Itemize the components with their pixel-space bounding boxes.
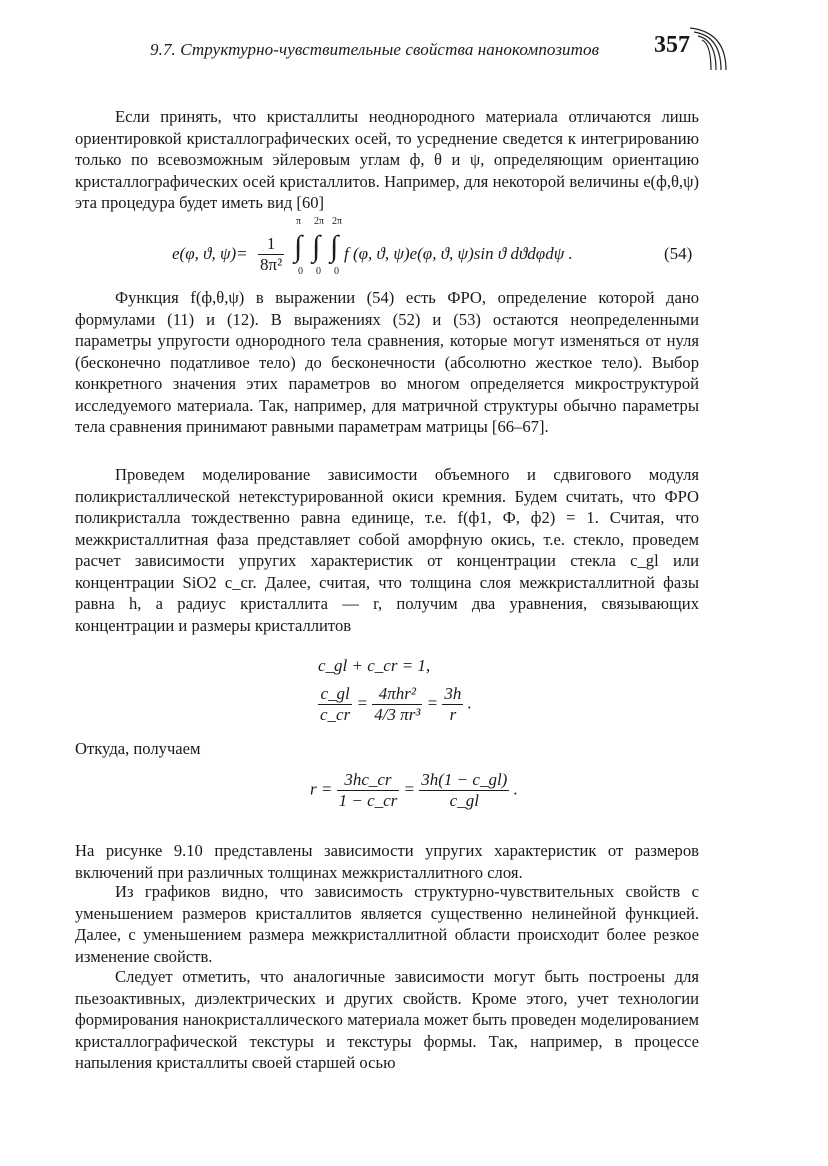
- integral-3: 2π ∫ 0: [330, 216, 343, 277]
- paragraph-conclusion: [75, 966, 699, 1074]
- paragraph-text: Функция f(ф,θ,ψ) в выражении (54) есть ФРО, определение которой дано формулами (11) и (12). В выражениях (52) и (53) остаются неопределенными параметры упругости однородного тела сравнения, которые могут изменяться от нуля (бесконечно податливое тело) до бесконечности (абсолютно жесткое тело). Выбор конкретного значения этих параметров во многом определяется микроструктурой исследуемого материала. Так, например, для матричной структуры обычно параметры тела сравнения принимают равными параметрам матрицы [66–67].: [75, 288, 699, 436]
- ratio-lhs: $\frac{c\_gl}{c\_cr}$: [320, 684, 351, 724]
- paragraph-function: [75, 287, 699, 438]
- integral-2: 2π ∫ 0: [312, 216, 325, 277]
- page-corner-ornament: [686, 26, 730, 72]
- paragraph-text: Проведем моделирование зависимости объемного и сдвигового модуля поликристаллической нетекстурированной окиси кремния. Будем считать, что ФРО поликристалла тождественно равна единице, т.е. f(ф1, Ф, ф2) = 1. Считая, что межкристаллитная фаза представляет собой аморфную окись, т.е. стекло, проведем расчет зависимости упругих характеристик от концентрации стекла c_gl или концентрации SiO2 c_cr. Далее, считая, что толщина слоя межкристаллитной фазы равна h, а радиус кристаллита — r, получим два уравнения, связывающих концентрации и размеры кристаллитов: [75, 465, 699, 635]
- paragraph-text: Следует отметить, что аналогичные зависимости могут быть построены для пьезоактивных, диэлектрических и других свойств. Кроме этого, учет технологии формирования нанокристаллического материала может быть проведен моделированием кристаллографической текстуры и текстуры формы. Так, например, в процессе напыления кристаллиты своей старшей осью: [75, 967, 699, 1072]
- paragraph-text: Из графиков видно, что зависимость структурно-чувствительных свойств с уменьшением размеров кристаллитов является существенно нелинейной функцией. Далее, с уменьшением размера межкристаллитной области происходит более резкое изменение свойств.: [75, 882, 699, 966]
- equation-54: [172, 216, 612, 278]
- equation-number-54: (54): [664, 244, 693, 263]
- integral-signs: [292, 216, 348, 278]
- equation-54-coefficient: $\frac{1}{\text{8π²}}$: [260, 234, 283, 274]
- page-header: [150, 32, 730, 80]
- equation-radius: r = $\frac{3hc\_cr}{1 - c\_cr}$ = $\frac{3h(1 - c\_gl)}{c\_gl}$ .: [310, 770, 518, 810]
- page-number: 357: [654, 32, 690, 58]
- paragraph-figure-reference: [75, 840, 699, 883]
- radius-fraction-2: $\frac{3h(1 - c\_gl)}{c\_gl}$: [421, 770, 508, 810]
- paragraph-graphs: [75, 881, 699, 967]
- equation-54-integrand: f (φ, ϑ, ψ)e(φ, ϑ, ψ)sin ϑ dϑdφdψ .: [344, 244, 573, 263]
- equation-concentration-sum: c_gl + c_cr = 1,: [318, 656, 431, 675]
- paragraph-text: Если принять, что кристаллиты неоднородного материала отличаются лишь ориентировкой кристаллографических осей, то усреднение сведется к интегрированию только по всевозможным эйлеровым углам ф, θ и ψ, определяющим ориентацию кристаллографических осей кристаллитов. Например, для некоторой величины e(ф,θ,ψ) эта процедура будет иметь вид [60]: [75, 107, 699, 212]
- paragraph-modeling: [75, 464, 699, 636]
- paragraph-hence: Откуда, получаем: [75, 739, 201, 758]
- radius-fraction-1: $\frac{3hc\_cr}{1 - c\_cr}$: [338, 770, 398, 810]
- integral-1: π ∫ 0: [294, 216, 303, 277]
- paragraph-intro: [75, 106, 699, 214]
- running-title: 9.7. Структурно-чувствительные свойства нанокомпозитов: [150, 40, 600, 59]
- paragraph-text: На рисунке 9.10 представлены зависимости упругих характеристик от размеров включений при различных толщинах межкристаллитного слоя.: [75, 841, 699, 882]
- ratio-mid: $\frac{\text{4πhr²}}{\text{4/3 πr³}}$: [374, 684, 421, 724]
- equation-concentration-ratio: $\frac{c\_gl}{c\_cr}$ = $\frac{\text{4πhr²}}{\text{4/3 πr³}}$ = $\frac{3h}{r}$ .: [320, 684, 472, 724]
- equation-54-lhs: e(φ, ϑ, ψ)=: [172, 244, 248, 263]
- ratio-rhs: $\frac{3h}{r}$: [444, 684, 462, 724]
